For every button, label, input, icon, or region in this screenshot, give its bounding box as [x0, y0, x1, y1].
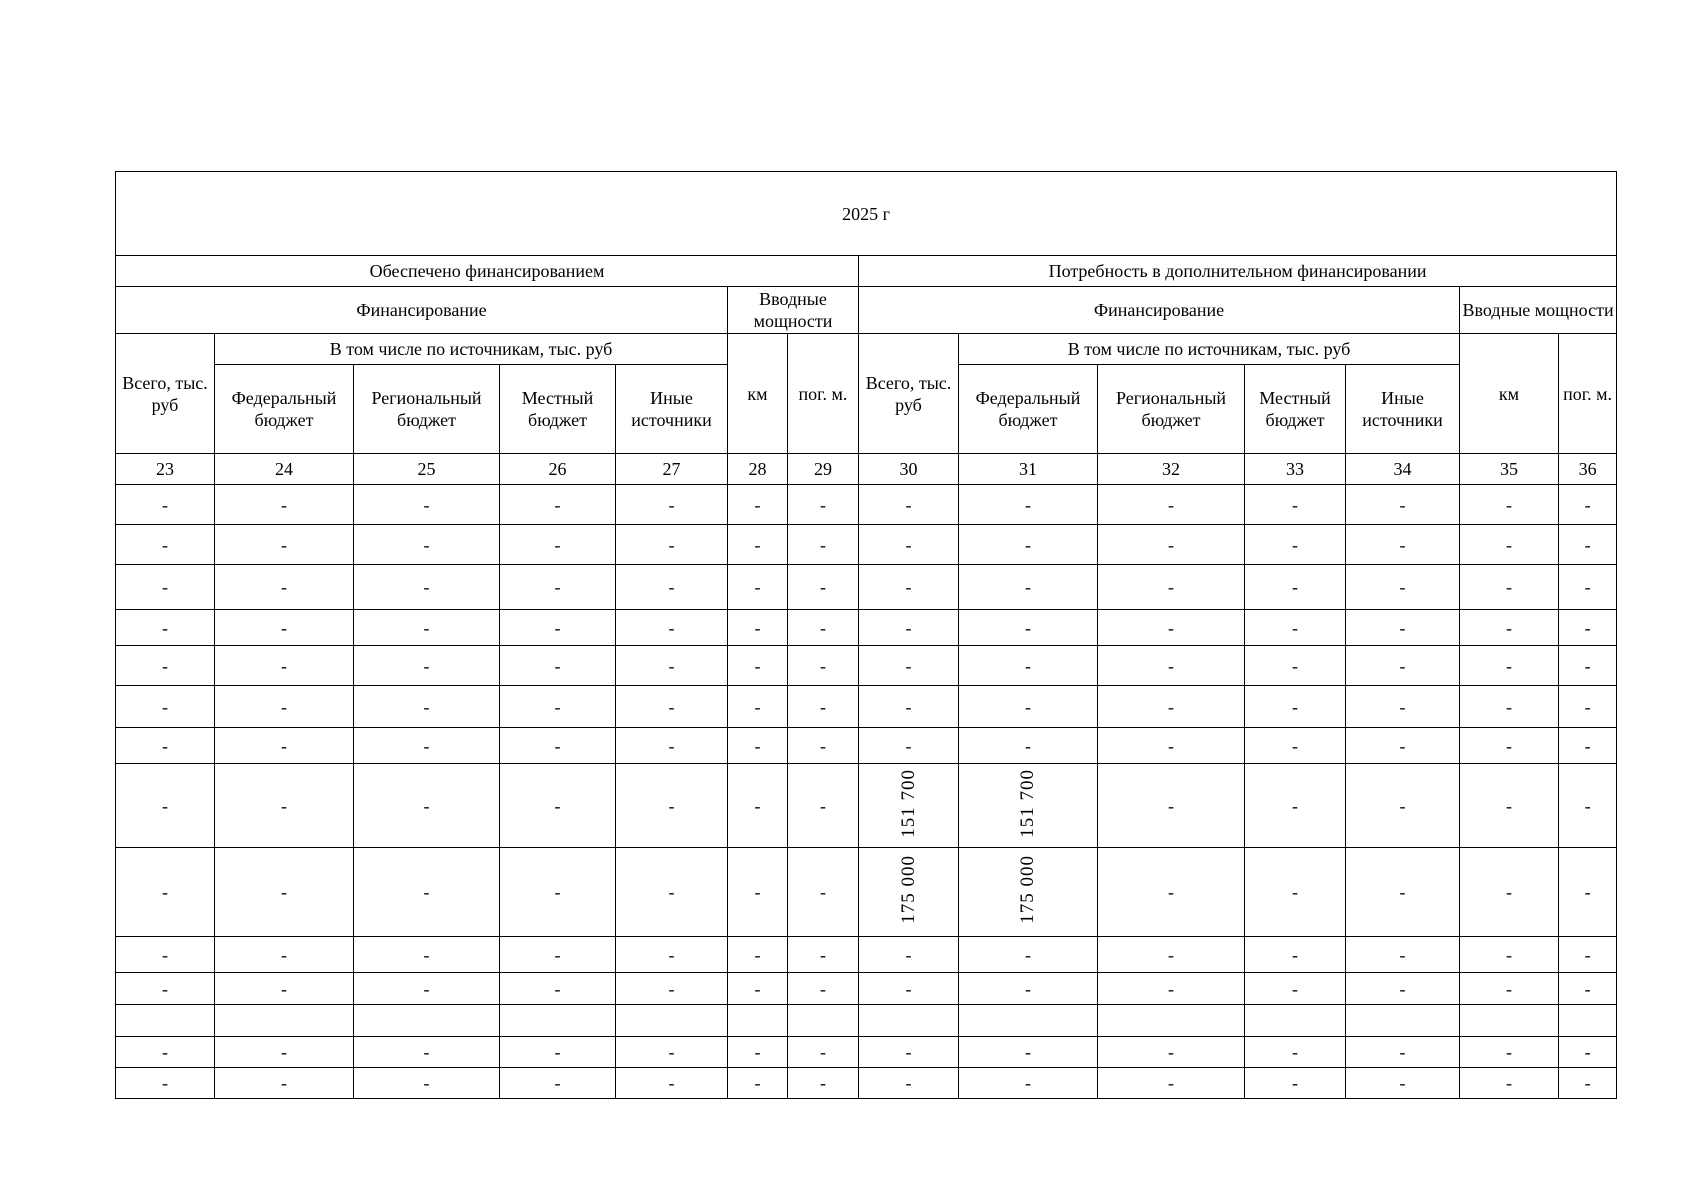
table-cell: - [959, 1037, 1098, 1068]
table-row [116, 485, 1617, 525]
table-cell: - [1346, 764, 1460, 848]
table-cell: - [354, 485, 500, 525]
table-cell: - [728, 686, 788, 728]
need-regional-header: Региональный бюджет [1098, 365, 1245, 454]
table-cell: - [1346, 686, 1460, 728]
table-cell: - [859, 525, 959, 565]
table-cell: - [959, 728, 1098, 764]
table-cell: - [1460, 525, 1559, 565]
secured-federal-header: Федеральный бюджет [215, 365, 354, 454]
table-cell: - [116, 848, 215, 937]
table-cell: - [354, 525, 500, 565]
table-cell: - [1559, 728, 1617, 764]
secured-total-header: Всего, тыс. руб [116, 334, 215, 454]
table-cell: - [1245, 848, 1346, 937]
table-cell: - [1098, 646, 1245, 686]
column-number: 36 [1559, 454, 1617, 485]
column-number-row [116, 454, 1617, 485]
table-cell: - [1245, 973, 1346, 1005]
table-row [116, 525, 1617, 565]
table-cell: - [859, 1068, 959, 1099]
secured-km-header: км [728, 334, 788, 454]
table-cell: - [728, 973, 788, 1005]
table-cell: - [1460, 728, 1559, 764]
column-number: 33 [1245, 454, 1346, 485]
column-number: 24 [215, 454, 354, 485]
secured-capacity-header: Вводные мощности [728, 287, 859, 334]
table-cell: - [215, 610, 354, 646]
table-cell: - [728, 646, 788, 686]
table-cell: - [215, 764, 354, 848]
table-cell: - [354, 1037, 500, 1068]
secured-by-source-header: В том числе по источникам, тыс. руб [215, 334, 728, 365]
table-cell: - [788, 485, 859, 525]
table-cell: - [788, 728, 859, 764]
table-cell [859, 1005, 959, 1037]
cell-value: 175 000 [1017, 855, 1038, 924]
table-cell: - [728, 485, 788, 525]
table-cell: - [1098, 565, 1245, 610]
year-title: 2025 г [116, 172, 1617, 256]
table-cell [728, 1005, 788, 1037]
table-cell: - [1245, 686, 1346, 728]
table-cell: - [1346, 728, 1460, 764]
table-cell: - [728, 764, 788, 848]
table-cell: - [728, 1037, 788, 1068]
table-cell: - [1098, 973, 1245, 1005]
table-cell: - [616, 485, 728, 525]
table-cell: - [959, 565, 1098, 610]
table-row [116, 973, 1617, 1005]
table-cell: - [788, 646, 859, 686]
column-number: 31 [959, 454, 1098, 485]
table-cell [1245, 1005, 1346, 1037]
table-cell: - [215, 686, 354, 728]
table-cell: - [1245, 525, 1346, 565]
table-cell: - [500, 1068, 616, 1099]
table-cell: - [728, 937, 788, 973]
table-cell: - [616, 973, 728, 1005]
column-number: 35 [1460, 454, 1559, 485]
column-number: 34 [1346, 454, 1460, 485]
table-cell: - [500, 646, 616, 686]
table-cell: - [788, 1068, 859, 1099]
table-cell: - [1346, 848, 1460, 937]
column-number: 27 [616, 454, 728, 485]
secured-regional-header: Региональный бюджет [354, 365, 500, 454]
table-cell: - [616, 1068, 728, 1099]
table-cell: - [859, 646, 959, 686]
table-cell: - [1460, 610, 1559, 646]
table-cell: - [1098, 1037, 1245, 1068]
need-local-header: Местный бюджет [1245, 365, 1346, 454]
table-cell: - [859, 973, 959, 1005]
table-cell: - [1460, 937, 1559, 973]
table-cell [959, 1005, 1098, 1037]
secured-funding-header: Обеспечено финансированием [116, 256, 859, 287]
table-cell: - [1559, 686, 1617, 728]
table-cell: - [215, 1068, 354, 1099]
table-cell: - [859, 565, 959, 610]
table-cell: - [500, 610, 616, 646]
table-cell: - [215, 485, 354, 525]
table-cell: - [788, 610, 859, 646]
table-cell: - [1346, 973, 1460, 1005]
table-cell: - [859, 728, 959, 764]
table-row [116, 1037, 1617, 1068]
table-cell: - [354, 728, 500, 764]
table-cell: - [959, 937, 1098, 973]
table-cell: - [959, 686, 1098, 728]
table-cell: - [1098, 610, 1245, 646]
table-cell: - [616, 848, 728, 937]
table-cell: - [1346, 1037, 1460, 1068]
table-cell: - [500, 848, 616, 937]
table-cell: - [500, 686, 616, 728]
table-row [116, 686, 1617, 728]
table-cell: - [728, 565, 788, 610]
column-number: 29 [788, 454, 859, 485]
table-cell: - [616, 610, 728, 646]
table-cell: - [215, 848, 354, 937]
table-cell: - [1460, 848, 1559, 937]
table-cell: - [215, 728, 354, 764]
table-cell: - [1346, 1068, 1460, 1099]
table-cell: - [959, 646, 1098, 686]
table-cell: - [1346, 646, 1460, 686]
table-cell: - [1460, 646, 1559, 686]
table-cell: - [1346, 525, 1460, 565]
table-cell: - [1098, 686, 1245, 728]
cell-value: 151 700 [897, 768, 919, 838]
table-cell: - [616, 937, 728, 973]
table-cell: - [1559, 1037, 1617, 1068]
table-cell: - [1098, 485, 1245, 525]
financing-table [115, 171, 1617, 1099]
table-cell: - [1346, 937, 1460, 973]
table-cell: - [859, 485, 959, 525]
table-cell: - [1245, 764, 1346, 848]
column-number: 32 [1098, 454, 1245, 485]
table-cell: - [616, 525, 728, 565]
table-cell: - [959, 1068, 1098, 1099]
need-capacity-header: Вводные мощности [1460, 287, 1617, 334]
column-number: 26 [500, 454, 616, 485]
table-cell [1460, 1005, 1559, 1037]
table-cell: - [1559, 973, 1617, 1005]
table-cell: - [959, 610, 1098, 646]
need-other-header: Иные источники [1346, 365, 1460, 454]
secured-financing-header: Финансирование [116, 287, 728, 334]
table-cell: - [728, 1068, 788, 1099]
table-cell: - [500, 565, 616, 610]
table-cell: - [959, 525, 1098, 565]
table-cell: - [1098, 1068, 1245, 1099]
table-cell: - [616, 646, 728, 686]
table-row [116, 848, 1617, 937]
table-cell: - [788, 937, 859, 973]
table-cell: - [1460, 973, 1559, 1005]
table-cell: - [859, 686, 959, 728]
cell-value: 151 700 [1017, 768, 1038, 838]
column-number: 23 [116, 454, 215, 485]
table-cell: - [354, 565, 500, 610]
table-cell: - [1098, 728, 1245, 764]
table-cell: - [500, 764, 616, 848]
table-cell: - [1245, 728, 1346, 764]
table-cell: - [354, 1068, 500, 1099]
table-cell: - [1559, 485, 1617, 525]
additional-need-header: Потребность в дополнительном финансировании [859, 256, 1617, 287]
table-cell: - [1460, 686, 1559, 728]
table-cell: - [959, 973, 1098, 1005]
table-row [116, 1068, 1617, 1099]
table-cell: - [116, 937, 215, 973]
table-cell: - [1098, 525, 1245, 565]
table-cell: - [215, 646, 354, 686]
table-cell [1559, 1005, 1617, 1037]
table-cell: - [1245, 1037, 1346, 1068]
table-cell [616, 1005, 728, 1037]
table-cell [1346, 1005, 1460, 1037]
table-row [116, 1005, 1617, 1037]
table-cell: - [1460, 1068, 1559, 1099]
table-cell: - [728, 525, 788, 565]
table-cell: - [500, 525, 616, 565]
table-cell: - [616, 1037, 728, 1068]
cell-value: 175 000 [897, 855, 919, 924]
table-cell: - [500, 485, 616, 525]
table-cell: - [1245, 937, 1346, 973]
table-cell: - [959, 485, 1098, 525]
table-cell: - [500, 973, 616, 1005]
table-cell: - [1346, 610, 1460, 646]
table-row [116, 764, 1617, 848]
table-cell: - [354, 610, 500, 646]
table-cell: - [1346, 565, 1460, 610]
table-row [116, 610, 1617, 646]
secured-local-header: Местный бюджет [500, 365, 616, 454]
table-cell: - [116, 686, 215, 728]
table-cell: - [1559, 764, 1617, 848]
table-cell: - [116, 1037, 215, 1068]
table-cell: - [1559, 848, 1617, 937]
table-cell: - [1098, 848, 1245, 937]
table-cell: - [116, 973, 215, 1005]
table-cell: - [116, 728, 215, 764]
table-cell: - [1346, 485, 1460, 525]
table-cell: - [616, 686, 728, 728]
table-cell: - [859, 610, 959, 646]
table-cell [354, 1005, 500, 1037]
table-cell [859, 764, 959, 848]
table-cell: - [354, 973, 500, 1005]
table-cell: - [215, 525, 354, 565]
table-cell: - [788, 686, 859, 728]
table-cell: - [859, 937, 959, 973]
table-cell: - [1245, 610, 1346, 646]
table-cell: - [116, 525, 215, 565]
table-cell: - [616, 764, 728, 848]
table-row [116, 565, 1617, 610]
table-cell: - [1559, 525, 1617, 565]
table-cell: - [788, 973, 859, 1005]
table-cell: - [1460, 764, 1559, 848]
table-cell [116, 1005, 215, 1037]
table-cell: - [1559, 565, 1617, 610]
secured-other-header: Иные источники [616, 365, 728, 454]
table-cell: - [616, 728, 728, 764]
table-cell: - [1245, 565, 1346, 610]
table-cell: - [354, 686, 500, 728]
table-cell: - [215, 1037, 354, 1068]
column-number: 30 [859, 454, 959, 485]
table-cell: - [788, 848, 859, 937]
table-cell [859, 848, 959, 937]
table-cell: - [1460, 565, 1559, 610]
need-financing-header: Финансирование [859, 287, 1460, 334]
table-row [116, 728, 1617, 764]
table-cell: - [788, 764, 859, 848]
table-cell: - [788, 565, 859, 610]
table-cell: - [616, 565, 728, 610]
table-cell: - [116, 764, 215, 848]
secured-pog-m-header: пог. м. [788, 334, 859, 454]
table-row [116, 937, 1617, 973]
table-cell: - [1245, 1068, 1346, 1099]
table-cell [1098, 1005, 1245, 1037]
table-cell: - [1460, 1037, 1559, 1068]
table-cell [500, 1005, 616, 1037]
table-cell: - [728, 610, 788, 646]
need-total-header: Всего, тыс. руб [859, 334, 959, 454]
table-cell: - [500, 728, 616, 764]
table-cell: - [116, 646, 215, 686]
table-cell [215, 1005, 354, 1037]
table-cell: - [354, 764, 500, 848]
table-cell: - [116, 610, 215, 646]
table-cell: - [1245, 646, 1346, 686]
table-cell [788, 1005, 859, 1037]
table-cell: - [1460, 485, 1559, 525]
table-cell: - [728, 728, 788, 764]
need-pog-m-header: пог. м. [1559, 334, 1617, 454]
table-cell: - [215, 937, 354, 973]
need-km-header: км [1460, 334, 1559, 454]
table-cell: - [116, 485, 215, 525]
table-cell: - [1559, 610, 1617, 646]
table-cell: - [1559, 1068, 1617, 1099]
table-cell: - [1559, 646, 1617, 686]
table-cell: - [728, 848, 788, 937]
table-cell [959, 764, 1098, 848]
table-cell: - [116, 1068, 215, 1099]
table-cell: - [215, 565, 354, 610]
table-cell [959, 848, 1098, 937]
table-cell: - [215, 973, 354, 1005]
table-cell: - [1559, 937, 1617, 973]
table-cell: - [354, 848, 500, 937]
table-cell: - [1245, 485, 1346, 525]
table-cell: - [500, 1037, 616, 1068]
table-cell: - [788, 1037, 859, 1068]
table-cell: - [116, 565, 215, 610]
table-cell: - [354, 646, 500, 686]
table-cell: - [788, 525, 859, 565]
need-by-source-header: В том числе по источникам, тыс. руб [959, 334, 1460, 365]
column-number: 25 [354, 454, 500, 485]
table-row [116, 646, 1617, 686]
column-number: 28 [728, 454, 788, 485]
table-cell: - [1098, 764, 1245, 848]
table-cell: - [859, 1037, 959, 1068]
table-cell: - [354, 937, 500, 973]
table-cell: - [500, 937, 616, 973]
need-federal-header: Федеральный бюджет [959, 365, 1098, 454]
table-cell: - [1098, 937, 1245, 973]
